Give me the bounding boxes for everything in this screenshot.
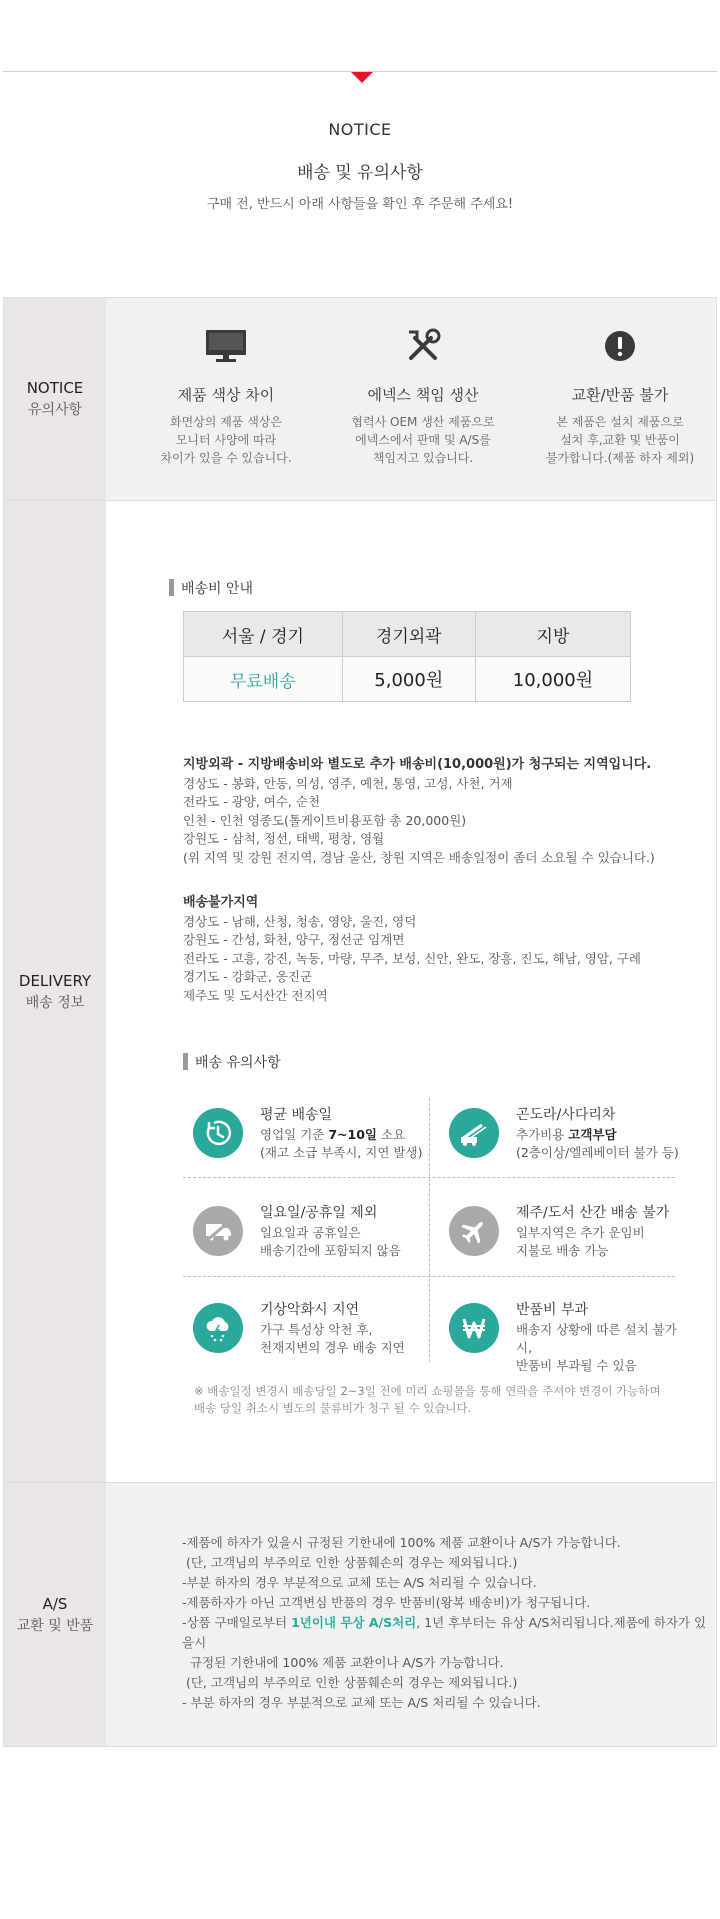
table-cell: 5,000원 bbox=[342, 657, 475, 702]
list-item: 경기도 - 강화군, 옹진군 bbox=[183, 969, 313, 984]
list-item: 규정된 기한내에 100% 제품 교환이나 A/S가 가능합니다. bbox=[182, 1655, 504, 1670]
table-cell: 10,000원 bbox=[475, 657, 630, 702]
tools-icon bbox=[401, 326, 445, 366]
caution-desc: 가구 특성상 악천 후, 천재지변의 경우 배송 지연 bbox=[260, 1322, 405, 1355]
caution-grid bbox=[183, 1098, 679, 1373]
list-item: 경상도 - 남해, 산청, 청송, 영양, 울진, 영덕 bbox=[183, 913, 417, 929]
caution-desc: 배송지 상황에 따른 설치 불가시, 반품비 부과될 수 있음 bbox=[516, 1322, 677, 1373]
caution-title: 평균 배송일 bbox=[260, 1107, 333, 1123]
notice-item-color bbox=[131, 326, 321, 467]
table-header-row bbox=[184, 612, 631, 657]
free-as-highlight: 1년이내 무상 A/S처리 bbox=[291, 1615, 417, 1630]
notice-item-return bbox=[525, 326, 715, 467]
table-cell: 무료배송 bbox=[184, 657, 343, 702]
list-item: 강원도 - 삼척, 정선, 태백, 평창, 영월 bbox=[183, 831, 385, 846]
delivery-label bbox=[4, 501, 106, 1482]
no-truck-icon bbox=[193, 1206, 243, 1256]
extra-fee-title: 지방외곽 - 지방배송비와 별도로 추가 배송비(10,000원)가 청구되는 지역입니다. bbox=[183, 757, 652, 772]
caution-desc: 일부지역은 추가 운임비 지불로 배송 가능 bbox=[516, 1225, 645, 1258]
delivery-content bbox=[106, 501, 716, 1482]
as-policy-text bbox=[182, 1533, 716, 1713]
list-item: 강원도 - 간성, 화천, 양구, 정선군 임계면 bbox=[183, 932, 405, 947]
clock-icon bbox=[193, 1108, 243, 1158]
caution-section-title: 배송 유의사항 bbox=[183, 1052, 281, 1072]
fee-section-title: 배송비 안내 bbox=[169, 578, 253, 598]
caution-title: 일요일/공휴일 제외 bbox=[260, 1205, 378, 1221]
table-row bbox=[184, 657, 631, 702]
caution-avg-delivery bbox=[183, 1098, 429, 1192]
list-item: 제주도 및 도서산간 전지역 bbox=[183, 987, 328, 1003]
notice-heading: NOTICE bbox=[328, 120, 392, 139]
as-section bbox=[3, 1483, 717, 1747]
caution-title: 곤도라/사다리차 bbox=[516, 1107, 616, 1123]
caution-ladder-truck bbox=[439, 1098, 685, 1192]
list-item: (위 지역 및 강원 전지역, 경남 울산, 창원 지역은 배송일정이 좀더 소요될 수 있습니다.) bbox=[183, 849, 655, 865]
table-header-cell: 서울 / 경기 bbox=[184, 612, 343, 657]
unavailable-title: 배송불가지역 bbox=[183, 895, 259, 910]
unavailable-area-info bbox=[183, 894, 641, 1005]
notice-item-title: 제품 색상 차이 bbox=[177, 386, 275, 404]
delivery-label-ko: 배송 정보 bbox=[25, 994, 85, 1011]
ladder-truck-icon bbox=[449, 1108, 499, 1158]
as-content bbox=[106, 1483, 716, 1746]
list-item: 전라도 - 광양, 여수, 순천 bbox=[183, 794, 321, 809]
caution-title: 기상악화시 지연 bbox=[260, 1302, 360, 1318]
notice-item-oem bbox=[328, 326, 518, 467]
page-subtitle: 구매 전, 반드시 아래 사항들을 확인 후 주문해 주세요! bbox=[206, 197, 514, 212]
caution-title: 반품비 부과 bbox=[516, 1302, 589, 1318]
list-item: -부분 하자의 경우 부분적으로 교체 또는 A/S 처리될 수 있습니다. bbox=[182, 1575, 537, 1590]
table-header-cell: 경기외곽 bbox=[342, 612, 475, 657]
caution-return-fee bbox=[439, 1293, 685, 1387]
delivery-footnote: ※ 배송일정 변경시 배송당일 2~3일 전에 미리 쇼핑몰을 통해 연락을 주셔야 변경이 가능하며 배송 당일 취소시 별도의 물류비가 청구 될 수 있습니다. bbox=[194, 1384, 661, 1415]
notice-label bbox=[4, 298, 106, 500]
notice-content bbox=[106, 298, 716, 500]
caution-holiday bbox=[183, 1196, 429, 1290]
monitor-icon bbox=[204, 326, 248, 366]
list-item: 전라도 - 고흥, 강진, 녹동, 마량, 무주, 보성, 신안, 완도, 장흥, 진도, 해남, 영암, 구례 bbox=[183, 950, 641, 966]
notice-label-en: NOTICE bbox=[26, 379, 84, 397]
list-item: -제품하자가 아닌 고객변심 반품의 경우 반품비(왕복 배송비)가 청구됩니다. bbox=[182, 1595, 591, 1610]
caution-desc: 일요일과 공휴일은 배송기간에 포함되지 않음 bbox=[260, 1225, 401, 1258]
caution-weather bbox=[183, 1293, 429, 1387]
list-item: 경상도 - 봉화, 안동, 의성, 영주, 예천, 통영, 고성, 사천, 거제 bbox=[183, 775, 513, 791]
list-item: (단, 고객님의 부주의로 인한 상품훼손의 경우는 제외됩니다.) bbox=[182, 1675, 518, 1690]
extra-fee-info bbox=[183, 756, 655, 867]
page-title: 배송 및 유의사항 bbox=[297, 163, 423, 183]
list-item: (단, 고객님의 부주의로 인한 상품훼손의 경우는 제외됩니다.) bbox=[182, 1555, 518, 1570]
caution-desc: 영업일 기준 7~10일 소요 (재고 소급 부족시, 지연 발생) bbox=[260, 1127, 423, 1160]
caution-island bbox=[439, 1196, 685, 1290]
list-item: -제품에 하자가 있을시 규정된 기한내에 100% 제품 교환이나 A/S가 가능합니다. bbox=[182, 1535, 621, 1550]
airplane-icon bbox=[449, 1206, 499, 1256]
notice-item-desc: 본 제품은 설치 제품으로 설치 후,교환 및 반품이 불가합니다.(제품 하자 제외) bbox=[545, 415, 695, 465]
as-label-ko: 교환 및 반품 bbox=[16, 1617, 94, 1634]
caution-title: 제주/도서 산간 배송 불가 bbox=[516, 1205, 670, 1221]
notice-item-title: 교환/반품 불가 bbox=[571, 386, 669, 404]
table-header-cell: 지방 bbox=[475, 612, 630, 657]
as-label bbox=[4, 1483, 106, 1746]
notice-label-ko: 유의사항 bbox=[27, 402, 83, 418]
exclamation-icon bbox=[598, 326, 642, 366]
notice-item-title: 에넥스 책임 생산 bbox=[367, 386, 479, 404]
list-item: - 부분 하자의 경우 부분적으로 교체 또는 A/S 처리될 수 있습니다. bbox=[182, 1695, 541, 1710]
weather-icon bbox=[193, 1303, 243, 1353]
list-item: -상품 구매일로부터 1년이내 무상 A/S처리, 1년 후부터는 유상 A/S처리됩니다.제품에 하자가 있을시 bbox=[182, 1615, 707, 1650]
list-item: 인천 - 인천 영종도(톨게이트비용포함 총 20,000원) bbox=[183, 812, 467, 828]
notice-item-desc: 협력사 OEM 생산 제품으로 에넥스에서 판매 및 A/S를 책임지고 있습니다. bbox=[351, 415, 495, 465]
grid-divider bbox=[429, 1098, 430, 1362]
shipping-fee-table bbox=[183, 611, 631, 702]
as-label-en: A/S bbox=[42, 1594, 68, 1613]
won-icon bbox=[449, 1303, 499, 1353]
delivery-label-en: DELIVERY bbox=[18, 971, 92, 990]
notice-section bbox=[3, 297, 717, 501]
caution-desc: 추가비용 고객부담 (2층이상/엘레베이터 불가 등) bbox=[516, 1127, 679, 1160]
notice-item-desc: 화면상의 제품 색상은 모니터 사양에 따라 차이가 있을 수 있습니다. bbox=[160, 415, 292, 465]
down-arrow-icon bbox=[351, 72, 373, 83]
delivery-section bbox=[3, 501, 717, 1483]
